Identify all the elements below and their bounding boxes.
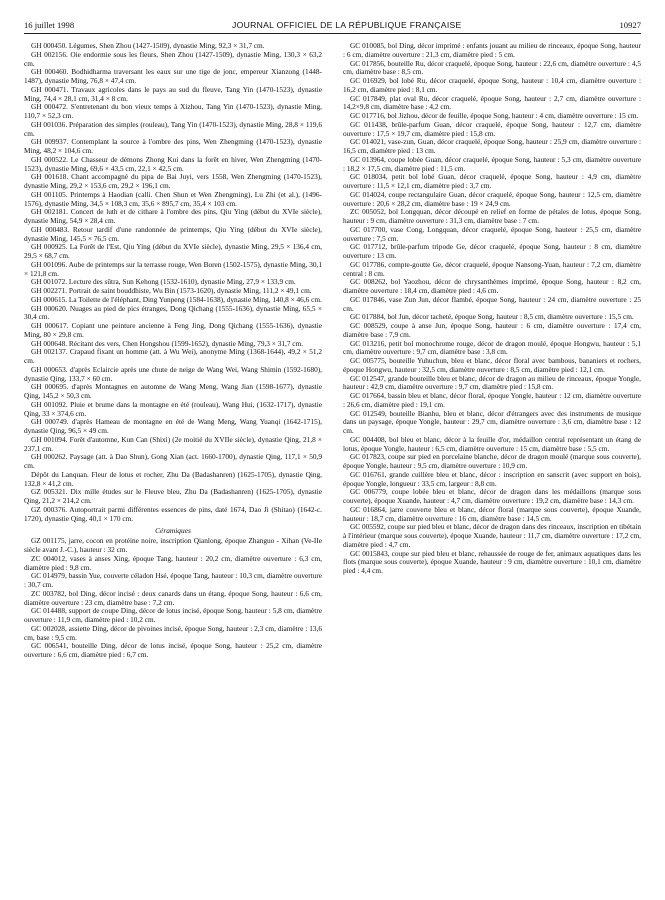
- catalog-entry: GH 002271. Portrait de saint bouddhiste, Wu Bin (1573-1620), dynastie Ming, 111,2 × 49,1 cm.: [31, 286, 312, 295]
- catalog-entry: GC 016761, grande cuillère bleu et blanc, décor : inscription en sanscrit (avec support en bois), époque Yongle, longueur : 33,5 cm, largeur : 8,8 cm.: [343, 469, 641, 488]
- catalog-entry: GC 017846, vase Zun Jun, décor flambé, époque Song, hauteur : 24 cm, diamètre ouverture : 25 cm.: [343, 294, 641, 313]
- catalog-entry: GH 001036. Préparation des simples (rouleau), Tang Yin (1470-1523), dynastie Ming, 28,8 × 119,6 cm.: [24, 119, 322, 138]
- catalog-entry: GZ 005321. Dix mille études sur le Fleuve bleu, Zhu Da (Badashanren) (1625-1705), dynastie Qing, 21,2 × 214,2 cm.: [24, 487, 322, 505]
- catalog-entry: GH 001092. Pluie et brume dans la montagne en été (rouleau), Wang Hui, (1632-1717), dynastie Qing, 33 × 374,6 cm.: [24, 399, 322, 418]
- catalog-entry: GC 012549, bouteille Bianhu, bleu et blanc, décor d'étrangers avec des instruments de musique dans un paysage, époque Yongle, hauteur : 29,7 cm, diamètre ouverture : 3,6 cm, diamètre base : 12 cm.: [343, 408, 641, 435]
- catalog-entry: GC 017884, bol Jun, décor tacheté, époque Song, hauteur : 8,5 cm, diamètre ouverture : 15,5 cm.: [350, 312, 634, 322]
- header-title: JOURNAL OFFICIEL DE LA RÉPUBLIQUE FRANÇAISE: [232, 20, 462, 30]
- page-header: [24, 18, 641, 32]
- catalog-entry: Dépôt du Lanquan. Fleur de lotus et rocher, Zhu Da (Badashanren) (1625-1705), dynastie Qing, 132,8 × 41,2 cm.: [24, 469, 322, 488]
- header-rule: [24, 33, 641, 34]
- catalog-entry: GC 006779, coupe lobée bleu et blanc, décor de dragon dans les médaillons (marque sous couverte), époque Xuande, hauteur : 4,7 cm, diamètre ouverture : 19,2 cm, diamètre base : 14,3 cm.: [343, 487, 641, 505]
- catalog-entry: GH 000615. La Toilette de l'éléphant, Ding Yunpeng (1584-1638), dynastie Ming, 140,8 × 46,6 cm.: [31, 294, 322, 304]
- catalog-entry: GH 000472. S'entretenant du bon vieux temps à Xizhou, Tang Yin (1470-1523), dynastie Ming, 110,7 × 52,3 cm.: [24, 102, 322, 120]
- text-columns: [24, 42, 641, 890]
- catalog-entry: GH 000262. Paysage (att. à Dao Shun), Gong Xian (act. 1660-1700), dynastie Qing, 117,1 × 50,9 cm.: [24, 452, 322, 470]
- catalog-entry: GC 012547, grande bouteille bleu et blanc, décor de dragon au milieu de rinceaux, époque Yongle, hauteur : 42,9 cm, diamètre ouverture : 9,7 cm, diamètre pied : 15,8 cm.: [343, 373, 641, 392]
- catalog-entry: GC 017786, compte-goutte Ge, décor craquelé, époque Nansong-Yuan, hauteur : 7,2 cm, diamètre central : 8 cm.: [343, 259, 641, 278]
- catalog-entry: GH 002137. Crapaud fixant un homme (att. à Wu Wei), anonyme Ming (1368-1644), 49,2 × 51,2 cm.: [24, 347, 322, 365]
- catalog-entry: GC 014024, coupe rectangulaire Guan, décor craquelé, époque Song, hauteur : 12,5 cm, diamètre ouverture : 20,6 × 28,2 cm, diamètre base : 19 × 24,9 cm.: [343, 189, 641, 208]
- catalog-entry: GH 000450. Légumes, Shen Zhou (1427-1509), dynastie Ming, 92,3 × 31,7 cm.: [31, 42, 265, 50]
- catalog-entry: GC 0015843, coupe sur pied bleu et blanc, rehaussée de rouge de fer, animaux aquatiques dans les flots (marque sous couverte), époque Xuande, hauteur : 9 cm, diamètre ouverture : 10,1 cm, diamètre pied : 4,4 cm.: [343, 548, 641, 575]
- catalog-entry: GC 017849, plat oval Ru, décor craquelé, époque Song, hauteur : 2,7 cm, diamètre ouverture : 14,2×9,8 cm, diamètre base : 4,2 cm.: [343, 93, 641, 112]
- catalog-entry: GC 014488, support de coupe Ding, décor de lotus incisé, époque Song, hauteur : 5,8 cm, diamètre ouverture : 11,9 cm, diamètre pied : 10,2 cm.: [24, 606, 322, 624]
- left-column: [24, 42, 322, 890]
- catalog-entry: GC 011438, brûle-parfum Guan, décor craquelé, époque Song, hauteur : 12,7 cm, diamètre ouverture : 17,5 × 19,7 cm, diamètre pied : 15,8 cm.: [343, 119, 641, 138]
- catalog-entry: GH 001094. Forêt d'automne, Kun Can (Shixi) (2e moitié du XVIIe siècle), dynastie Qing, 21,8 × 237,1 cm.: [24, 434, 322, 453]
- catalog-entry: GC 002028, assiette Ding, décor de pivoines incisé, époque Song, hauteur : 2,3 cm, diamètre : 13,6 cm, base : 9,5 cm.: [24, 623, 322, 642]
- catalog-entry: GC 017716, bol Jizhou, décor de feuille, époque Song, hauteur : 4 cm, diamètre ouverture : 15 cm.: [350, 111, 639, 120]
- catalog-entry: GZ 001175, jarre, cocon en protéine noire, inscription Qianlong, époque Zhanguo - Xihan (Ve-IIe siècle avant J.-C.), hauteur : 32 cm.: [24, 536, 322, 554]
- catalog-entry: GZ 000376. Autoportrait parmi différentes essences de pins, daté 1674, Dao Ji (Shitao) (1642-c. 1720), dynastie Qing, 40,1 × 170 cm.: [24, 504, 322, 523]
- catalog-entry: GC 014021, vase-zun, Guan, décor craquelé, époque Song, hauteur : 25,9 cm, diamètre ouverture : 16,5 cm, diamètre pied : 13 cm.: [343, 137, 641, 155]
- catalog-entry: GC 013964, coupe lobée Guan, décor craquelé, époque Song, hauteur : 5,3 cm, diamètre ouverture : 18,2 × 17,5 cm, diamètre pied : 11,5 cm.: [343, 154, 641, 173]
- catalog-entry: ZC 005052, bol Longquan, décor découpé en relief en forme de pétales de lotus, époque Song, hauteur : 9 cm, diamètre ouverture : 31,3 cm, diamètre base : 7 cm.: [343, 207, 641, 225]
- catalog-entry: GH 000617. Copiant une peinture ancienne à Feng Jing, Dong Qichang (1555-1636), dynastie Ming, 80 × 29,8 cm.: [24, 321, 322, 339]
- catalog-entry: GC 006541, bouteille Ding, décor de lotus incisé, époque Song, hauteur : 25,2 cm, diamètre ouverture : 6,6 cm, diamètre pied : 6,7 cm.: [24, 641, 322, 659]
- catalog-entry: GH 002181. Concert de luth et de cithare à l'ombre des pins, Qiu Ying (début du XVIe siècle), dynastie Ming, 54,9 × 28,4 cm.: [24, 207, 322, 225]
- right-column: [343, 42, 641, 890]
- catalog-entry: GC 017664, bassin bleu et blanc, décor floral, époque Yongle, hauteur : 12 cm, diamètre ouverture : 26,6 cm, diamètre pied : 19,1 cm.: [343, 391, 641, 409]
- catalog-entry: GC 010085, bol Ding, décor imprimé : enfants jouant au milieu de rinceaux, époque Song, hauteur : 6 cm, diamètre ouverture : 21,3 cm, diamètre pied : 5 cm.: [343, 42, 641, 59]
- catalog-entry: GC 018034, petit bol lobé Guan, décor craquelé, époque Song, hauteur : 4,9 cm, diamètre ouverture : 11,5 × 12,1 cm, diamètre pied : 3,7 cm.: [343, 172, 641, 190]
- catalog-entry: GH 001096. Aube de printemps sur la terrasse rouge, Wen Boren (1502-1575), dynastie Ming, 30,1 × 121,8 cm.: [24, 259, 322, 278]
- catalog-entry: GC 008529, coupe à anse Jun, époque Song, hauteur : 6 cm, diamètre ouverture : 17,4 cm, diamètre base : 7,9 cm.: [343, 321, 641, 339]
- catalog-entry: GC 005775, bouteille Yuhuchun, bleu et blanc, décor floral avec bambous, bananiers et rochers, époque Hongwu, hauteur : 32,5 cm, diamètre ouverture : 8,5 cm, diamètre pied : 12,1 cm.: [343, 356, 641, 374]
- catalog-entry: GC 017856, bouteille Ru, décor craquelé, époque Song, hauteur : 22,6 cm, diamètre ouverture : 4,5 cm, diamètre base : 8,5 cm.: [343, 58, 641, 77]
- catalog-entry: GC 005592, coupe sur pied bleu et blanc, décor de dragon dans des rinceaux, inscription en tibétain à l'intérieur (marque sous couverte), époque Xuande, hauteur : 11,7 cm, diamètre ouverture : 17,2 cm, diamètre pied : 4,7 cm.: [343, 522, 641, 549]
- catalog-entry: GH 000648. Récitant des vers, Chen Hongshou (1599-1652), dynastie Ming, 79,3 × 31,7 cm.: [31, 338, 304, 348]
- catalog-entry: GC 013216, petit bol monochrome rouge, décor de dragon moulé, époque Hongwu, hauteur : 5,1 cm, diamètre ouverture : 9,7 cm, diamètre base : 3,8 cm.: [343, 338, 641, 357]
- catalog-entry: GC 016929, bol lobé Ru, décor craquelé, époque Song, hauteur : 10,4 cm, diamètre ouverture : 16,2 cm, diamètre pied : 8,1 cm.: [343, 76, 641, 94]
- catalog-entry: GC 016864, jarre couverte bleu et blanc, décor floral (marque sous couverte), époque Xuande, hauteur : 18,7 cm, diamètre ouverture : 16 cm, diamètre base : 14,5 cm.: [343, 504, 641, 523]
- catalog-entry: GC 004408, bol bleu et blanc, décor à la feuille d'or, médaillon central représentant un étang de lotus, époque Yongle, hauteur : 6,5 cm, diamètre ouverture : 15 cm, diamètre base : 5,5 cm.: [343, 434, 641, 453]
- catalog-entry: GC 014979, bassin Yue, couverte céladon Hsé, époque Tang, hauteur : 10,3 cm, diamètre ouverture : 30,7 cm.: [24, 571, 322, 589]
- catalog-entry: GH 000695. d'après Montagnes en automne de Wang Meng, Wang Jian (1598-1677), dynastie Qing, 145,2 × 50,3 cm.: [24, 382, 322, 400]
- catalog-entry: ZC 004012, vases à anses Xing, époque Tang, hauteur : 20,2 cm, diamètre ouverture : 6,3 cm, diamètre pied : 9,8 cm.: [24, 553, 322, 572]
- catalog-entry: GH 000471. Travaux agricoles dans le pays au sud du fleuve, Tang Yin (1470-1523), dynastie Ming, 74,4 × 28,1 cm, 31,4 × 8 cm.: [24, 84, 322, 103]
- catalog-entry: GH 000522. Le Chasseur de démons Zhong Kui dans la forêt en hiver, Wen Zhengming (1470-1523), dynastie Ming, 69,6 × 43,5 cm, 22,1 × 42,5 cm.: [24, 154, 322, 173]
- catalog-entry: GC 008262, bol Yaozhou, décor de chrysanthèmes imprimé, époque Song, hauteur : 8,2 cm, diamètre ouverture : 18,4 cm, diamètre pied : 4,6 cm.: [343, 277, 641, 295]
- catalog-entry: GH 000460. Bodhidharma traversant les eaux sur une tige de jonc, empereur Xianzong (1448-1487), dynastie Ming, 76,8 × 47,4 cm.: [24, 67, 322, 85]
- catalog-entry: GC 017823, coupe sur pied en porcelaine blanche, décor de dragon moulé (marque sous couverte), époque Yongle, hauteur : 9,5 cm, diamètre ouverture : 10,9 cm.: [343, 452, 641, 470]
- catalog-entry: GH 000653. d'après Eclaircie après une chute de neige de Wang Wei, Wang Shimin (1592-1680), dynastie Qing, 133,7 × 60 cm.: [24, 364, 322, 383]
- catalog-entry: GH 000749. d'après Hameau de montagne en été de Wang Meng, Wang Yuanqi (1642-1715), dynastie Qing, 96,5 × 49 cm.: [24, 417, 322, 435]
- section-heading-ceramics: Céramiques: [155, 526, 191, 536]
- catalog-entry: GC 017712, brûle-parfum tripode Ge, décor craquelé, époque Song, hauteur : 8 cm, diamètre ouverture : 13 cm.: [343, 242, 641, 260]
- header-date: 16 juillet 1998: [24, 20, 75, 30]
- catalog-entry: GH 001105. Printemps à Haodian (calli. Chen Shun et Wen Zhengming), Lu Zhi (et al.), (1496-1576), dynastie Ming, 34,5 × 108,3 cm, 35,6 × 895,7 cm, 35,4 × 103 cm.: [24, 189, 322, 208]
- catalog-entry: GH 002156. Oie endormie sous les fleurs, Shen Zhou (1427-1509), dynastie Ming, 130,3 × 63,2 cm.: [24, 49, 322, 68]
- catalog-entry: GH 009937. Contemplant la source à l'ombre des pins, Wen Zhengming (1470-1523), dynastie Ming, 48,2 × 104,6 cm.: [24, 137, 322, 155]
- catalog-entry: GH 001618. Chant accompagné du pipa de Bai Juyi, vers 1558, Wen Zhengming (1470-1523), dynastie Ming, 29,2 × 153,6 cm, 29,2 × 196,1 cm.: [24, 172, 322, 190]
- catalog-entry: GH 001072. Lecture des sûtra, Sun Kehong (1532-1610), dynastie Ming, 27,9 × 133,9 cm.: [31, 277, 296, 287]
- catalog-entry: GH 000483. Retour tardif d'une randonnée de printemps, Qiu Ying (début du XVIe siècle), dynastie Ming, 145,5 × 76,5 cm.: [24, 224, 322, 243]
- header-page-number: 10927: [619, 20, 641, 30]
- catalog-entry: GC 017700, vase Cong, Longquan, décor craquelé, époque Song, hauteur : 25,5 cm, diamètre ouverture : 7,5 cm.: [343, 224, 641, 243]
- catalog-entry: GH 000620. Nuages au pied de pics étranges, Dong Qichang (1555-1636), dynastie Ming, 65,5 × 30,4 cm.: [24, 303, 322, 322]
- catalog-entry: ZC 003782, bol Ding, décor incisé : deux canards dans un étang, époque Song, hauteur : 6,6 cm, diamètre ouverture : 23 cm, diamètre base : 7,2 cm.: [24, 588, 322, 607]
- catalog-entry: GH 000925. La Forêt de l'Est, Qiu Ying (début du XVIe siècle), dynastie Ming, 29,5 × 136,4 cm, 29,5 × 68,7 cm.: [24, 242, 322, 260]
